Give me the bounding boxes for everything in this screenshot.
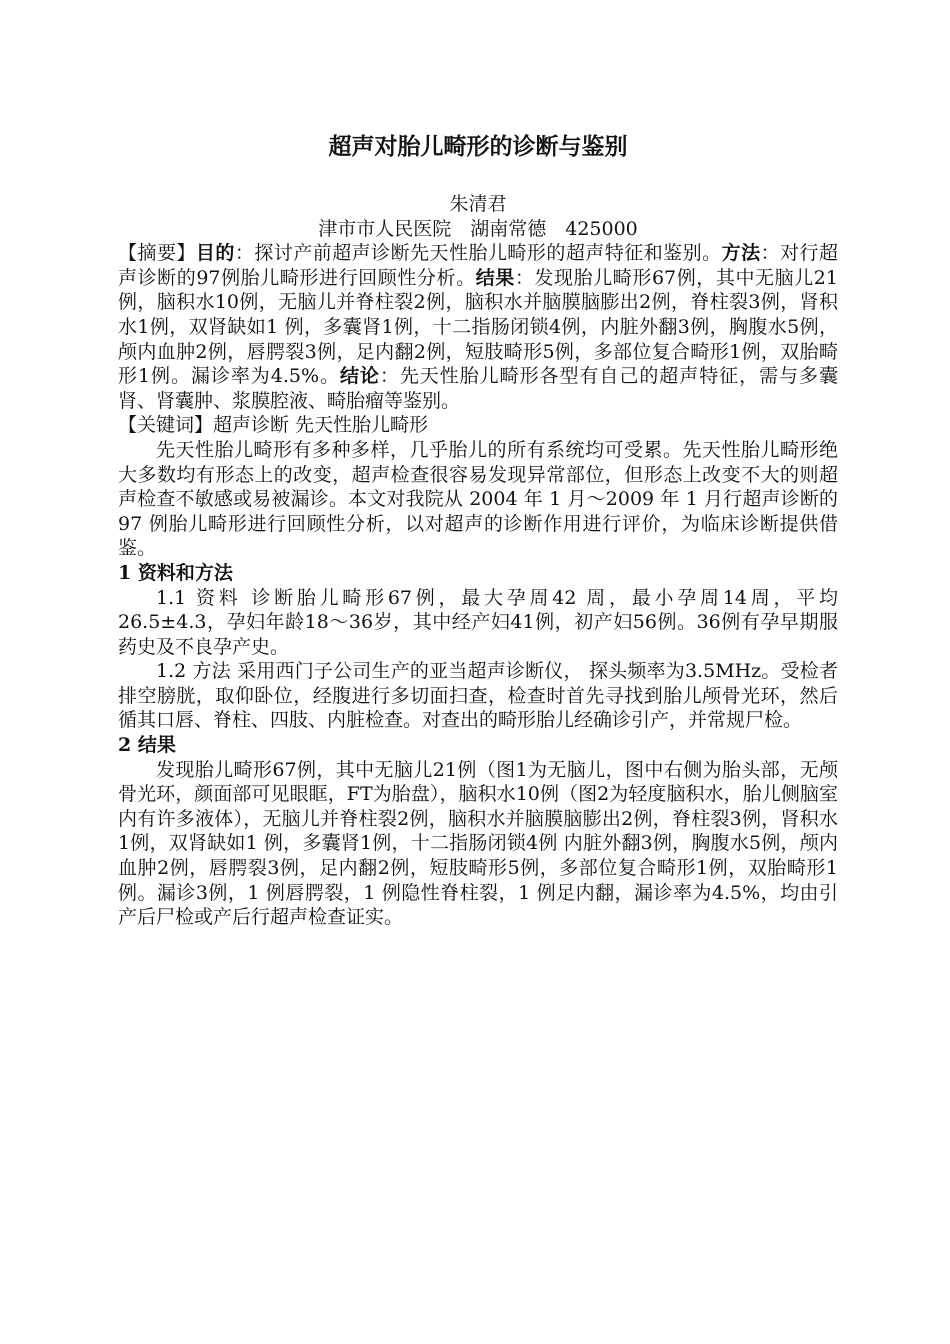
abstract bbox=[118, 241, 838, 413]
keywords bbox=[118, 413, 838, 438]
aim-label: 目的 bbox=[195, 242, 235, 265]
affiliation: 津市市人民医院 湖南常德 425000 bbox=[318, 217, 638, 240]
section-2-paragraph: 发现胎儿畸形67例，其中无脑儿21例（图1为无脑儿，图中右侧为胎头部，无颅骨光环，颜面部可见眼眶，FT为胎盘），脑积水10例（图2为轻度脑积水，胎儿侧脑室内有许多液体），无脑儿并脊柱裂2例，脑积水并脑膜脑膨出2例，脊柱裂3例，肾积水1例，双肾缺如1 例，多囊肾1例，十二指肠闭锁4例 内脏外翻3例，胸腹水5例，颅内血肿2例，唇腭裂3例，足内翻2例，短肢畸形5例，多部位复合畸形1例，双胎畸形1例。漏诊3例，1 例唇腭裂，1 例隐性脊柱裂，1 例足内翻，漏诊率为4.5%，均由引产后尸检或产后行超声检查证实。 bbox=[118, 758, 838, 929]
section-1-heading: 1 资料和方法 bbox=[118, 561, 233, 584]
result-label: 结果 bbox=[475, 266, 515, 289]
paper-title: 超声对胎儿畸形的诊断与鉴别 bbox=[328, 134, 628, 160]
aim-text: ：探讨产前超声诊断先天性胎儿畸形的超声特征和鉴别。 bbox=[234, 242, 722, 265]
conclusion-label: 结论 bbox=[339, 365, 380, 388]
keywords-label: 【关键词】 bbox=[118, 414, 214, 437]
keywords-text: 超声诊断 先天性胎儿畸形 bbox=[213, 414, 429, 437]
document-page bbox=[118, 132, 838, 930]
result-text: ：发现胎儿畸形67例，其中无脑儿21例，脑积水10例，无脑儿并脊柱裂2例，脑积水并脑膜脑膨出2例，脊柱裂3例，肾积水1例，双肾缺如1 例，多囊肾1例，十二指肠闭锁4例，内脏外翻3例，胸腹水5例，颅内血肿2例，唇腭裂3例，足内翻2例，短肢畸形5例，多部位复合畸形1例，双胎畸形1例。漏诊率为4.5%。 bbox=[118, 266, 838, 388]
section-1-1-paragraph: 1.1 资料 诊断胎儿畸形67例，最大孕周42 周，最小孕周14周，平均26.5±4.3，孕妇年龄18～36岁，其中经产妇41例，初产妇56例。36例有孕早期服药史及不良孕产史。 bbox=[118, 586, 838, 658]
section-2-heading: 2 结果 bbox=[118, 734, 176, 757]
method-label: 方法 bbox=[721, 242, 761, 265]
section-1-2-paragraph: 1.2 方法 采用西门子公司生产的亚当超声诊断仪， 探头频率为3.5MHz。受检者排空膀胱，取仰卧位，经腹进行多切面扫查，检查时首先寻找到胎儿颅骨光环，然后循其口唇、脊柱、四肢、内脏检查。对查出的畸形胎儿经确诊引产，并常规尸检。 bbox=[118, 660, 838, 732]
conclusion-text: ：先天性胎儿畸形各型有自己的超声特征，需与多囊肾、肾囊肿、浆膜腔液、畸胎瘤等鉴别。 bbox=[118, 365, 838, 412]
author: 朱清君 bbox=[449, 193, 507, 215]
intro-paragraph: 先天性胎儿畸形有多种多样，几乎胎儿的所有系统均可受累。先天性胎儿畸形绝大多数均有形态上的改变，超声检查很容易发现异常部位，但形态上改变不大的则超声检查不敏感或易被漏诊。本文对我院从 2004 年 1 月～2009 年 1 月行超声诊断的 97 例胎儿畸形进行回顾性分析，以对超声的诊断作用进行评价，为临床诊断提供借鉴。 bbox=[118, 438, 838, 560]
method-text: ：对行超声诊断的97例胎儿畸形进行回顾性分析。 bbox=[118, 242, 838, 289]
abstract-label: 【摘要】 bbox=[118, 242, 196, 265]
